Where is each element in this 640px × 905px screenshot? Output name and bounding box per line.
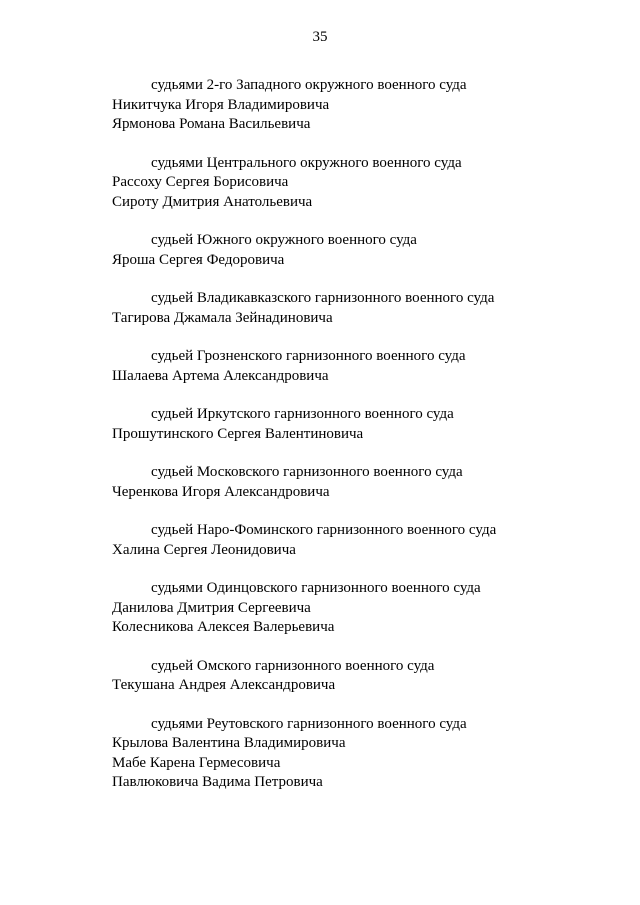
court-line: судьей Иркутского гарнизонного военного суда: [151, 406, 454, 422]
judge-name: Сироту Дмитрия Анатольевича: [112, 193, 313, 210]
judge-name: Черенкова Игоря Александровича: [112, 483, 330, 500]
court-line: судьей Грозненского гарнизонного военного суда: [151, 348, 466, 364]
court-line: судьей Южного окружного военного суда: [151, 232, 417, 248]
court-line: судьей Наро-Фоминского гарнизонного военного суда: [151, 522, 497, 538]
page-number: 35: [312, 29, 328, 45]
court-line: судьей Омского гарнизонного военного суда: [151, 657, 435, 674]
appointment-block: [112, 521, 582, 560]
judge-name: Шалаева Артема Александровича: [112, 367, 329, 384]
appointment-list: [112, 76, 582, 812]
court-line: судьями Центрального окружного военного суда: [151, 154, 462, 171]
judge-name: Халина Сергея Леонидовича: [112, 541, 296, 558]
judge-name: Прошутинского Сергея Валентиновича: [112, 425, 364, 442]
appointment-block: [112, 76, 582, 135]
judge-name: Павлюковича Вадима Петровича: [112, 774, 323, 790]
appointment-block: [112, 231, 582, 270]
judge-name: Рассоху Сергея Борисовича: [112, 174, 289, 190]
appointment-block: [112, 154, 582, 213]
appointment-block: [112, 715, 582, 793]
court-line: судьями 2-го Западного окружного военного суда: [151, 77, 467, 93]
judge-name: Крылова Валентина Владимировича: [112, 735, 346, 751]
court-line: судьей Владикавказского гарнизонного военного суда: [151, 290, 495, 306]
appointment-block: [112, 405, 582, 444]
appointment-block: [112, 579, 582, 638]
judge-name: Тагирова Джамала Зейнадиновича: [112, 309, 333, 326]
appointment-block: [112, 347, 582, 386]
appointment-block: [112, 657, 582, 696]
appointment-block: [112, 289, 582, 328]
judge-name: Никитчука Игоря Владимировича: [112, 96, 330, 113]
judge-name: Яроша Сергея Федоровича: [112, 251, 285, 268]
judge-name: Колесникова Алексея Валерьевича: [112, 619, 335, 635]
court-line: судьями Одинцовского гарнизонного военного суда: [151, 580, 481, 596]
judge-name: Данилова Дмитрия Сергеевича: [112, 599, 311, 616]
judge-name: Ярмонова Романа Васильевича: [112, 116, 311, 132]
judge-name: Текушана Андрея Александровича: [112, 677, 336, 693]
judge-name: Мабе Карена Гермесовича: [112, 754, 281, 771]
court-line: судьей Московского гарнизонного военного суда: [151, 464, 463, 480]
court-line: судьями Реутовского гарнизонного военного суда: [151, 715, 467, 732]
appointment-block: [112, 463, 582, 502]
